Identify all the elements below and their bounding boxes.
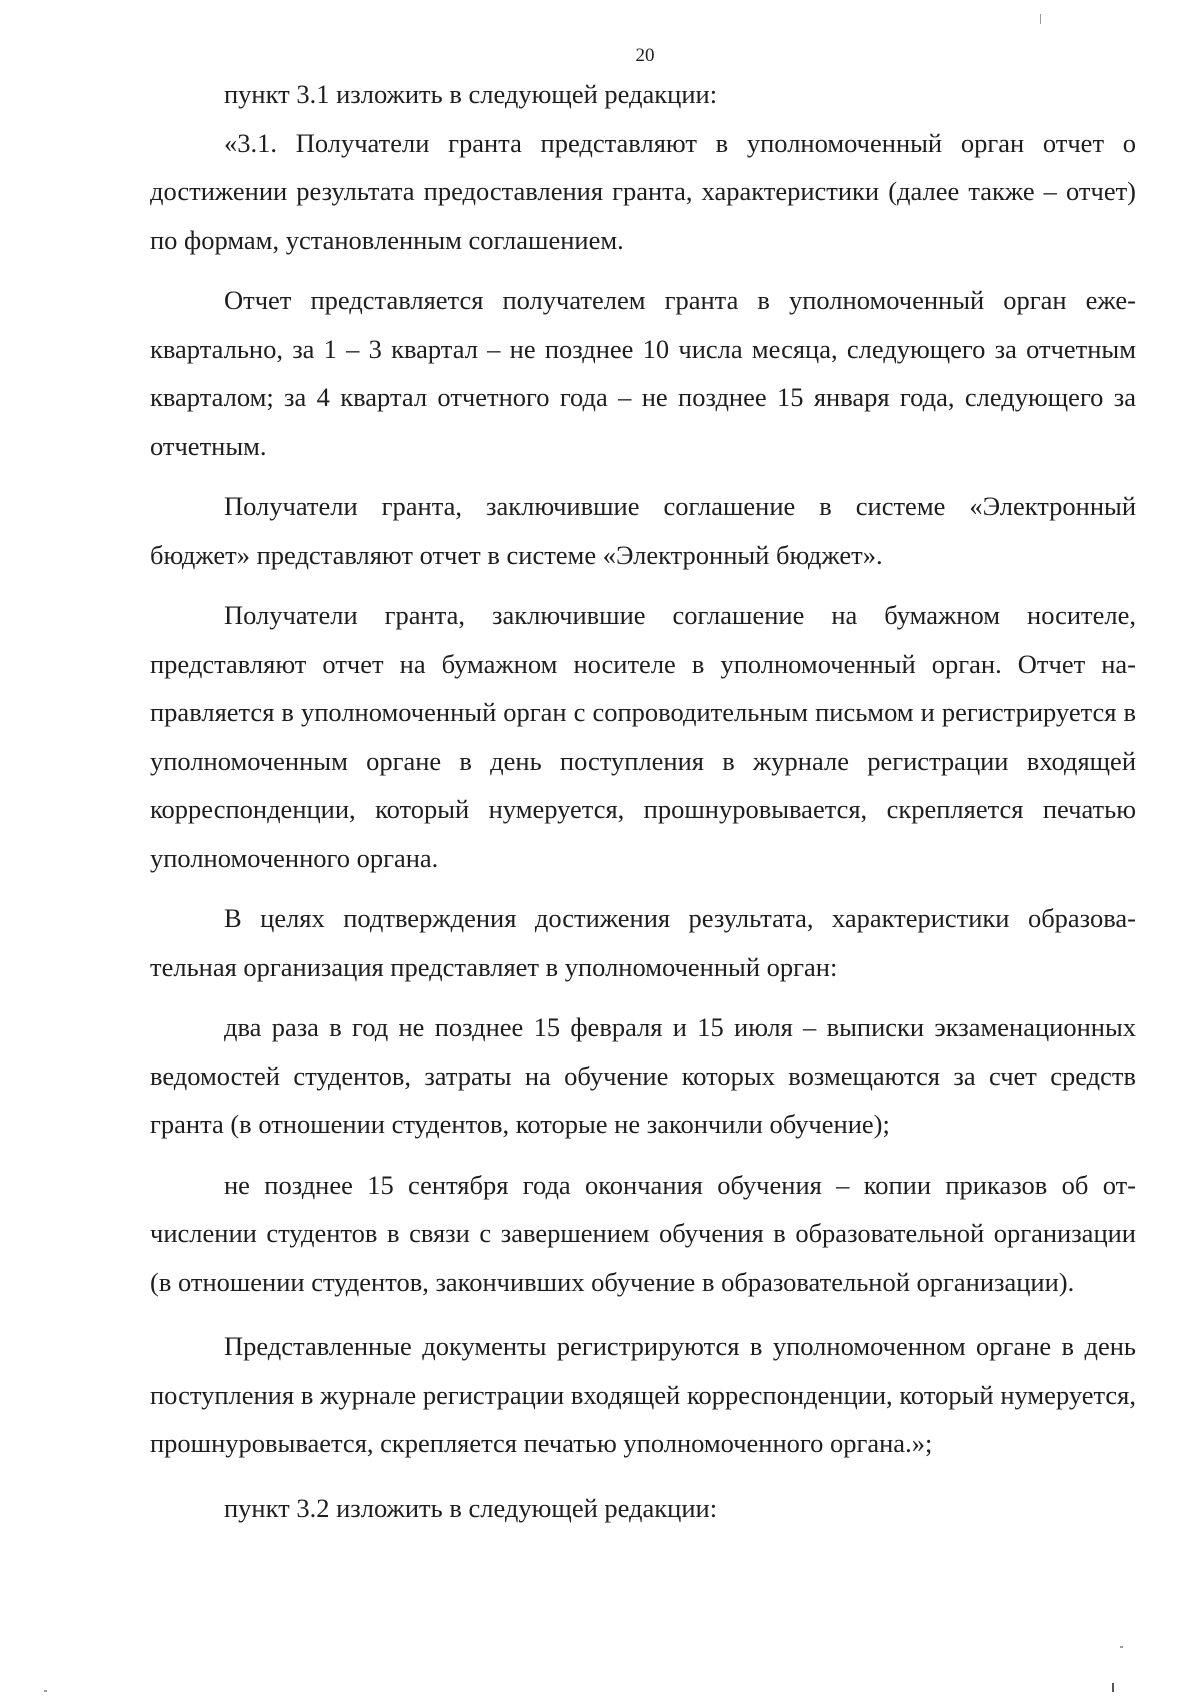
paragraph-report-schedule: Отчет представляется получателем гранта в уполномоченный орган ежеквартально, за 1 – 3 квартал – не позднее 10 числа месяца, следующего за отчетным кварталом; за 4 квартал отчетного года – не позднее 15 января года, следующего за отчетным. (150, 285, 1136, 461)
document-body (150, 70, 1136, 1532)
paragraph-registration: Представленные документы регистрируются в уполномоченном органе в день поступления в журнале регистрации входящей корреспонденции, который нумеруется, прошнуровывается, скрепляется печатью уполномоченного органа.»; (150, 1331, 1136, 1458)
paragraph-exam-statements: два раза в год не позднее 15 февраля и 15 июля – выписки экзаменационных ведомостей студентов, затраты на обучение которых возмещаются за счет средств гранта (в отношении студентов, которые не закончили обучение); (150, 1012, 1136, 1139)
paragraph-amend-3-1: пункт 3.1 изложить в следующей редакции: (224, 79, 718, 109)
paragraph-3-1-report: «3.1. Получатели гранта представляют в уполномоченный орган отчет о достижении результата предоставления гранта, характеристики (далее также – отчет) по формам, установленным соглашением. (150, 127, 1136, 255)
scan-artifact-dot (1120, 1646, 1123, 1648)
paragraph-amend-3-2: пункт 3.2 изложить в следующей редакции: (224, 1492, 718, 1523)
paragraph-expulsion-orders: не позднее 15 сентября года окончания обучения – копии приказов об отчислении студентов в связи с завершением обучения в образовательной организации (в отношении студентов, закончивших обучение в образовательной организации). (150, 1169, 1136, 1297)
page-number: 20 (635, 45, 655, 66)
paragraph-confirmation: В целях подтверждения достижения результата, характеристики образовательная организация представляет в уполномоченный орган: (150, 903, 1136, 982)
scan-artifact-bottom-left (44, 1690, 47, 1692)
paragraph-paper-report: Получатели гранта, заключившие соглашение на бумажном носителе, представляют отчет на бумажном носителе в уполномоченный орган. Отчет направляется в уполномоченный орган с сопроводительным письмом и регистрируется в уполномоченным органе в день поступления в журнале регистрации входящей корреспонденции, который нумеруется, прошнуровывается, скрепляется печатью уполномоченного органа. (150, 600, 1136, 873)
scan-artifact-bottom-right (1112, 1683, 1114, 1692)
scan-artifact-top (1040, 14, 1041, 24)
paragraph-electronic-budget: Получатели гранта, заключившие соглашение в системе «Электронный бюджет» представляют отчет в системе «Электронный бюджет». (150, 491, 1136, 570)
